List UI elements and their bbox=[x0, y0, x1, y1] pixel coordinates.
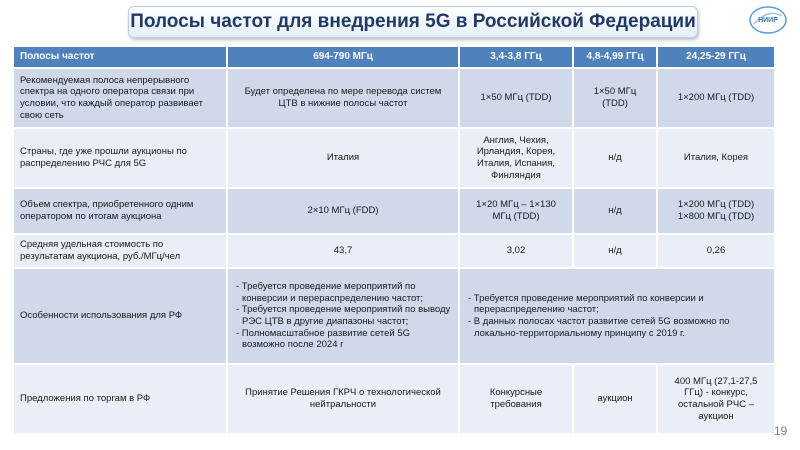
feature-list-694-790 bbox=[234, 281, 452, 350]
table-cell: Италия, Корея bbox=[657, 128, 775, 188]
table-row-unit-cost bbox=[13, 234, 775, 268]
page-number: 19 bbox=[774, 424, 788, 438]
table-cell bbox=[227, 268, 459, 364]
feature-list-other-bands bbox=[466, 293, 768, 339]
list-item: - Требуется проведение мероприятий по конверсии и перераспределению частот; bbox=[468, 292, 704, 316]
list-item: - В данных полосах частот развитие сетей 5G возможно по локально-территориальному принципу с 2019 г. bbox=[468, 316, 730, 339]
table-cell: 1×200 МГц (TDD) 1×800 МГц (TDD) bbox=[657, 188, 775, 234]
table-cell: аукцион bbox=[573, 364, 657, 434]
row-label: Страны, где уже прошли аукционы по распределению РЧС для 5G bbox=[13, 128, 227, 188]
table-cell: Англия, Чехия, Ирландия, Корея, Италия, Испания, Финляндия bbox=[459, 128, 573, 188]
list-item: - Требуется проведение мероприятий по выводу РЭС ЦТВ в другие диапазоны частот; bbox=[236, 304, 451, 327]
row-label: Средняя удельная стоимость по результатам аукциона, руб./МГц/чел bbox=[13, 234, 227, 268]
table-cell: н/д bbox=[573, 128, 657, 188]
table-cell: 400 МГц (27,1-27,5 ГГц) - конкурс, остальной РЧС – аукцион bbox=[657, 364, 775, 434]
frequency-bands-table bbox=[12, 45, 776, 435]
table-cell: н/д bbox=[573, 188, 657, 234]
row-label: Объем спектра, приобретенного одним оператором по итогам аукциона bbox=[13, 188, 227, 234]
slide-title-text: Полосы частот для внедрения 5G в Российской Федерации bbox=[130, 11, 696, 32]
table-cell: Италия bbox=[227, 128, 459, 188]
column-header-3.4-3.8: 3,4-3,8 ГГц bbox=[459, 46, 573, 68]
table-cell: 3,02 bbox=[459, 234, 573, 268]
table-cell: Принятие Решения ГКРЧ о технологической нейтральности bbox=[227, 364, 459, 434]
list-item: - Полномасштабное развитие сетей 5G возможно после 2024 г bbox=[236, 327, 411, 351]
table-cell: 1×200 МГц (TDD) bbox=[657, 68, 775, 128]
table-cell bbox=[459, 268, 775, 364]
table-cell: 1×50 МГц (TDD) bbox=[573, 68, 657, 128]
table-row-trade-proposals bbox=[13, 364, 775, 434]
column-header-24.25-29: 24,25-29 ГГц bbox=[657, 46, 775, 68]
row-label: Рекомендуемая полоса непрерывного спектра на одного оператора связи при условии, что каждый оператор развивает свою сеть bbox=[13, 68, 227, 128]
list-item: - Требуется проведение мероприятий по конверсии и перераспределению частот; bbox=[236, 281, 424, 304]
table-row-recommended-band bbox=[13, 68, 775, 128]
table-cell: 0,26 bbox=[657, 234, 775, 268]
logo-text: НИИР bbox=[758, 17, 778, 24]
column-header-694-790: 694-790 МГц bbox=[227, 46, 459, 68]
table-row-usage-features bbox=[13, 268, 775, 364]
column-header-4.8-4.99: 4,8-4,99 ГГц bbox=[573, 46, 657, 68]
table-cell: Конкурсные требования bbox=[459, 364, 573, 434]
organization-logo bbox=[748, 4, 788, 36]
table-row-spectrum-volume bbox=[13, 188, 775, 234]
table-row-auction-countries bbox=[13, 128, 775, 188]
table-header-row bbox=[13, 46, 775, 68]
table-cell: Будет определена по мере перевода систем ЦТВ в нижние полосы частот bbox=[227, 68, 459, 128]
table-cell: 1×20 МГц – 1×130 МГц (TDD) bbox=[459, 188, 573, 234]
slide-title bbox=[128, 6, 698, 38]
row-label: Предложения по торгам в РФ bbox=[13, 364, 227, 434]
table-cell: 1×50 МГц (TDD) bbox=[459, 68, 573, 128]
row-label: Особенности использования для РФ bbox=[13, 268, 227, 364]
column-header-bands: Полосы частот bbox=[13, 46, 227, 68]
table-cell: 43,7 bbox=[227, 234, 459, 268]
table-cell: 2×10 МГц (FDD) bbox=[227, 188, 459, 234]
table-cell: н/д bbox=[573, 234, 657, 268]
